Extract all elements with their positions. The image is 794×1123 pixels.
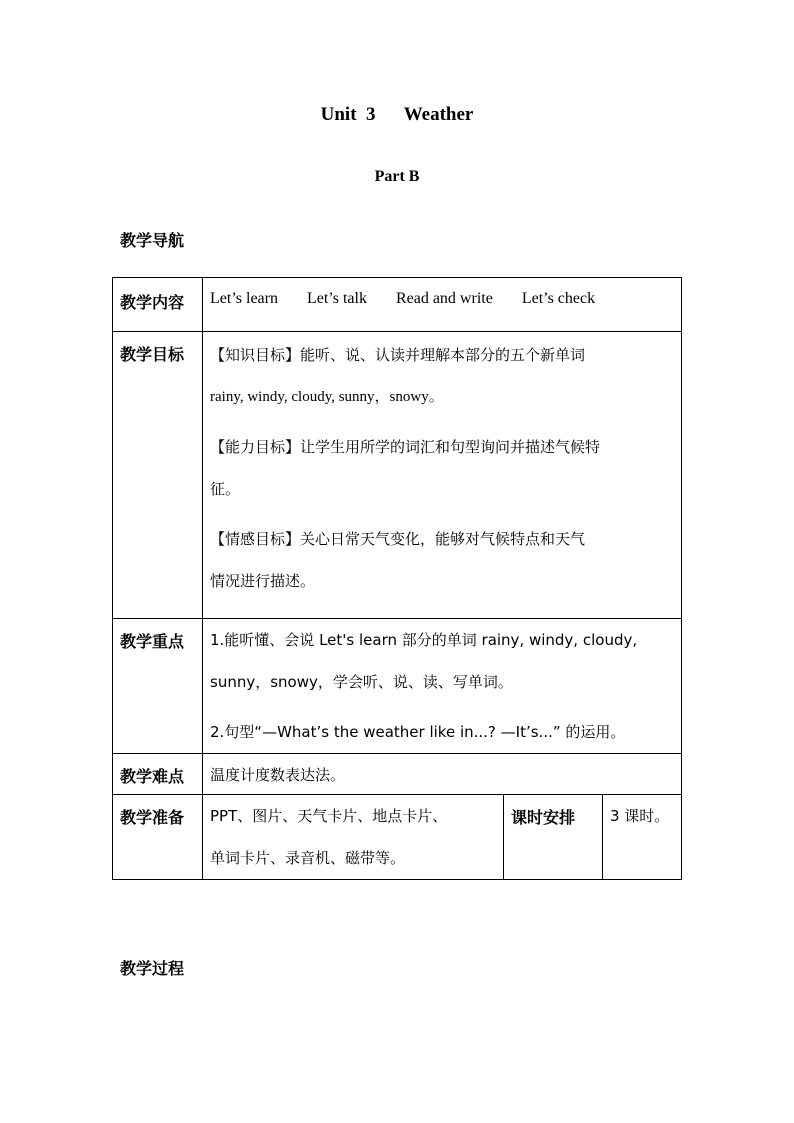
lesson-item: Let’s learn bbox=[210, 290, 278, 307]
key-point-line: sunny，snowy，学会听、说、读、写单词。 bbox=[210, 673, 513, 691]
section-heading-navigation: 教学导航 bbox=[120, 231, 185, 250]
preparation-cell bbox=[203, 795, 504, 880]
row-label-preparation: 教学准备 bbox=[113, 795, 203, 880]
table-row-key-points bbox=[113, 619, 682, 754]
key-points-cell bbox=[203, 619, 682, 754]
section-heading-process: 教学过程 bbox=[120, 959, 185, 978]
lessons-cell bbox=[203, 278, 682, 332]
schedule-value: 3 课时。 bbox=[603, 795, 682, 880]
ability-objective-line-2: 征。 bbox=[210, 480, 241, 498]
emotion-objective-line-2: 情况进行描述。 bbox=[210, 572, 316, 590]
teaching-plan-table bbox=[112, 277, 682, 880]
emotion-objective-line: 【情感目标】关心日常天气变化，能够对气候特点和天气 bbox=[210, 530, 586, 548]
key-point-line: 1.能听懂、会说 Let's learn 部分的单词 rainy, windy, cloudy, bbox=[210, 631, 638, 649]
difficulties-cell: 温度计度数表达法。 bbox=[203, 754, 682, 795]
knowledge-objective-line: 【知识目标】能听、说、认读并理解本部分的五个新单词 bbox=[210, 346, 586, 364]
document-title: Unit 3 Weather bbox=[320, 104, 474, 125]
knowledge-objective-words: rainy, windy, cloudy, sunny，snowy。 bbox=[210, 389, 444, 405]
row-label-key-points: 教学重点 bbox=[113, 619, 203, 754]
preparation-line: PPT、图片、天气卡片、地点卡片、 bbox=[210, 807, 448, 825]
key-point-line: 2.句型“—What’s the weather like in...? —It’s...” 的运用。 bbox=[210, 723, 626, 741]
ability-objective-line: 【能力目标】让学生用所学的词汇和句型询问并描述气候特 bbox=[210, 438, 601, 456]
schedule-label: 课时安排 bbox=[504, 795, 603, 880]
lesson-item: Read and write bbox=[395, 290, 493, 307]
table-row-objectives bbox=[113, 332, 682, 619]
table-row-difficulties bbox=[113, 754, 682, 795]
document-subtitle: Part B bbox=[374, 168, 420, 185]
table-row-preparation bbox=[113, 795, 682, 880]
row-label-difficulties: 教学难点 bbox=[113, 754, 203, 795]
row-label-content: 教学内容 bbox=[113, 278, 203, 332]
lesson-item: Let’s check bbox=[521, 290, 596, 307]
table-row-content bbox=[113, 278, 682, 332]
objectives-cell bbox=[203, 332, 682, 619]
row-label-objectives: 教学目标 bbox=[113, 332, 203, 619]
lesson-item: Let’s talk bbox=[306, 290, 367, 307]
preparation-line: 单词卡片、录音机、磁带等。 bbox=[210, 849, 406, 867]
